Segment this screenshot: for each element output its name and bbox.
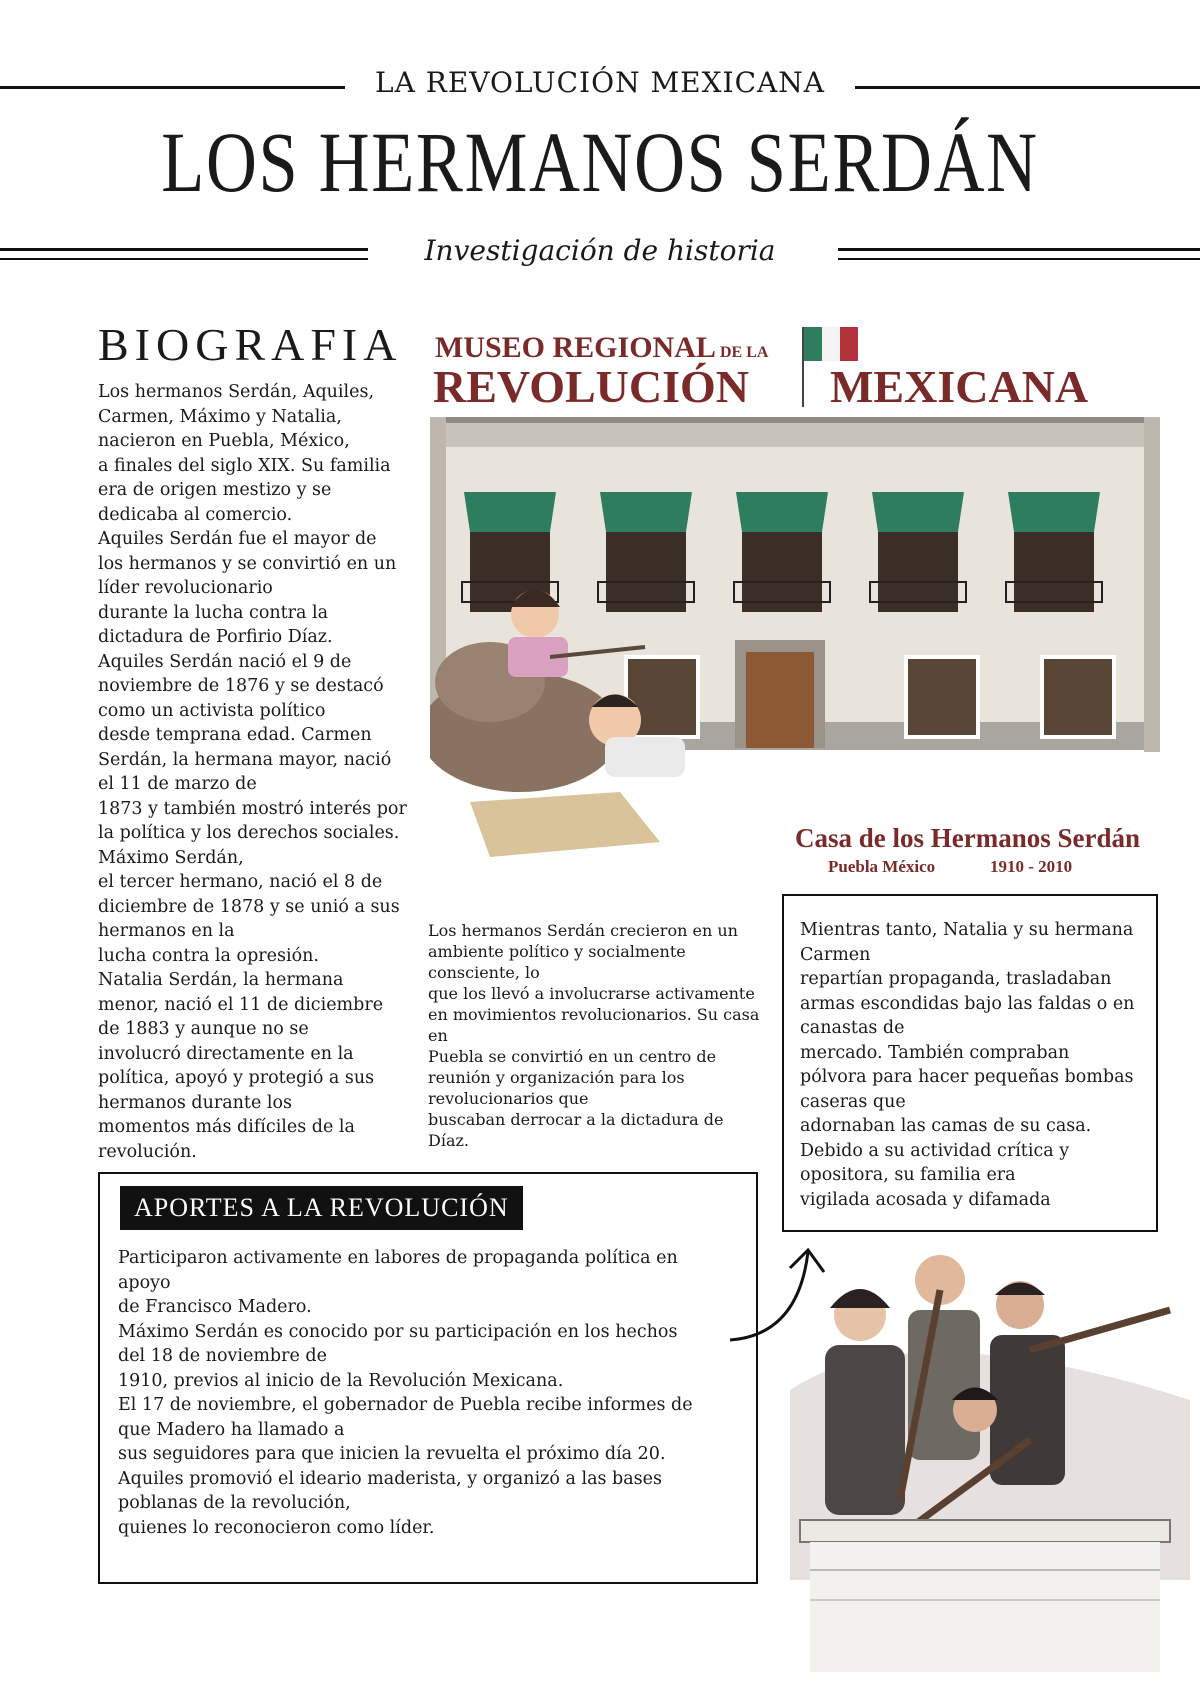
museum-place: Puebla México: [828, 857, 936, 876]
middle-column-text: Los hermanos Serdán crecieron en un ambiente político y socialmente consciente, lo que los llevó a involucrarse activamente en movimientos revolucionarios. Su casa en Puebla se convirtió en un centro de reunión y organización para los revolucionarios que buscaban derrocar a la dictadura de Díaz.: [428, 921, 760, 1150]
museum-illustration: [430, 322, 1160, 877]
museum-years: 1910 - 2010: [990, 857, 1073, 876]
museum-title-big-2: MEXICANA: [830, 361, 1089, 412]
kicker: LA REVOLUCIÓN MEXICANA: [375, 66, 825, 99]
balcony-railing: [800, 1520, 1170, 1672]
aportes-heading: APORTES A LA REVOLUCIÓN: [120, 1186, 523, 1230]
museum-caption: Casa de los Hermanos Serdán: [794, 823, 1140, 853]
museum-title-de-la: DE LA: [720, 344, 769, 361]
aportes-text: Participaron activamente en labores de propaganda política en apoyo de Francisco Madero. Máximo Serdán es conocido por su participación en los hechos del 18 de noviembre de 1910, previos al inicio de la Revolución Mexicana. El 17 de noviembre, el gobernador de Puebla recibe informes de que Madero ha llamado a sus seguidores para que inicien la revuelta el próximo día 20. Aquiles promovió el ideario maderista, y organizó a las bases poblanas de la revolución, quienes lo reconocieron como líder.: [118, 1248, 693, 1538]
revolutionaries-illustration: [790, 1250, 1190, 1680]
biography-text: Los hermanos Serdán, Aquiles, Carmen, Máximo y Natalia, nacieron en Puebla, México, a finales del siglo XIX. Su familia era de origen mestizo y se dedicaba al comercio. Aquiles Serdán fue el mayor de los hermanos y se convirtió en un líder revolucionario durante la lucha contra la dictadura de Porfirio Díaz. Aquiles Serdán nació el 9 de noviembre de 1876 y se destacó como un activista político desde temprana edad. Carmen Serdán, la hermana mayor, nació el 11 de marzo de 1873 y también mostró interés por la política y los derechos sociales. Máximo Serdán, el tercer hermano, nació el 8 de diciembre de 1878 y se unió a sus hermanos en la lucha contra la opresión. Natalia Serdán, la hermana menor, nació el 11 de diciembre de 1883 y aunque no se involucró directamente en la política, apoyó y protegió a sus hermanos durante los momentos más difíciles de la revolución.: [98, 382, 407, 1162]
right-box-text: Mientras tanto, Natalia y su hermana Carmen repartían propaganda, trasladaban armas escondidas bajo las faldas o en canastas de mercado. También compraban pólvora para hacer pequeñas bombas caseras que adornaban las camas de su casa. Debido a su actividad crítica y opositora, su familia era vigilada acosada y difamada: [800, 920, 1135, 1210]
biography-heading: BIOGRAFIA: [98, 319, 403, 370]
subtitle: Investigación de historia: [424, 234, 776, 267]
museum-title-small: MUSEO REGIONAL: [435, 331, 716, 364]
museum-title-big-1: REVOLUCIÓN: [433, 361, 750, 412]
page-title: LOS HERMANOS SERDÁN: [161, 114, 1039, 210]
main-door: [735, 640, 825, 748]
